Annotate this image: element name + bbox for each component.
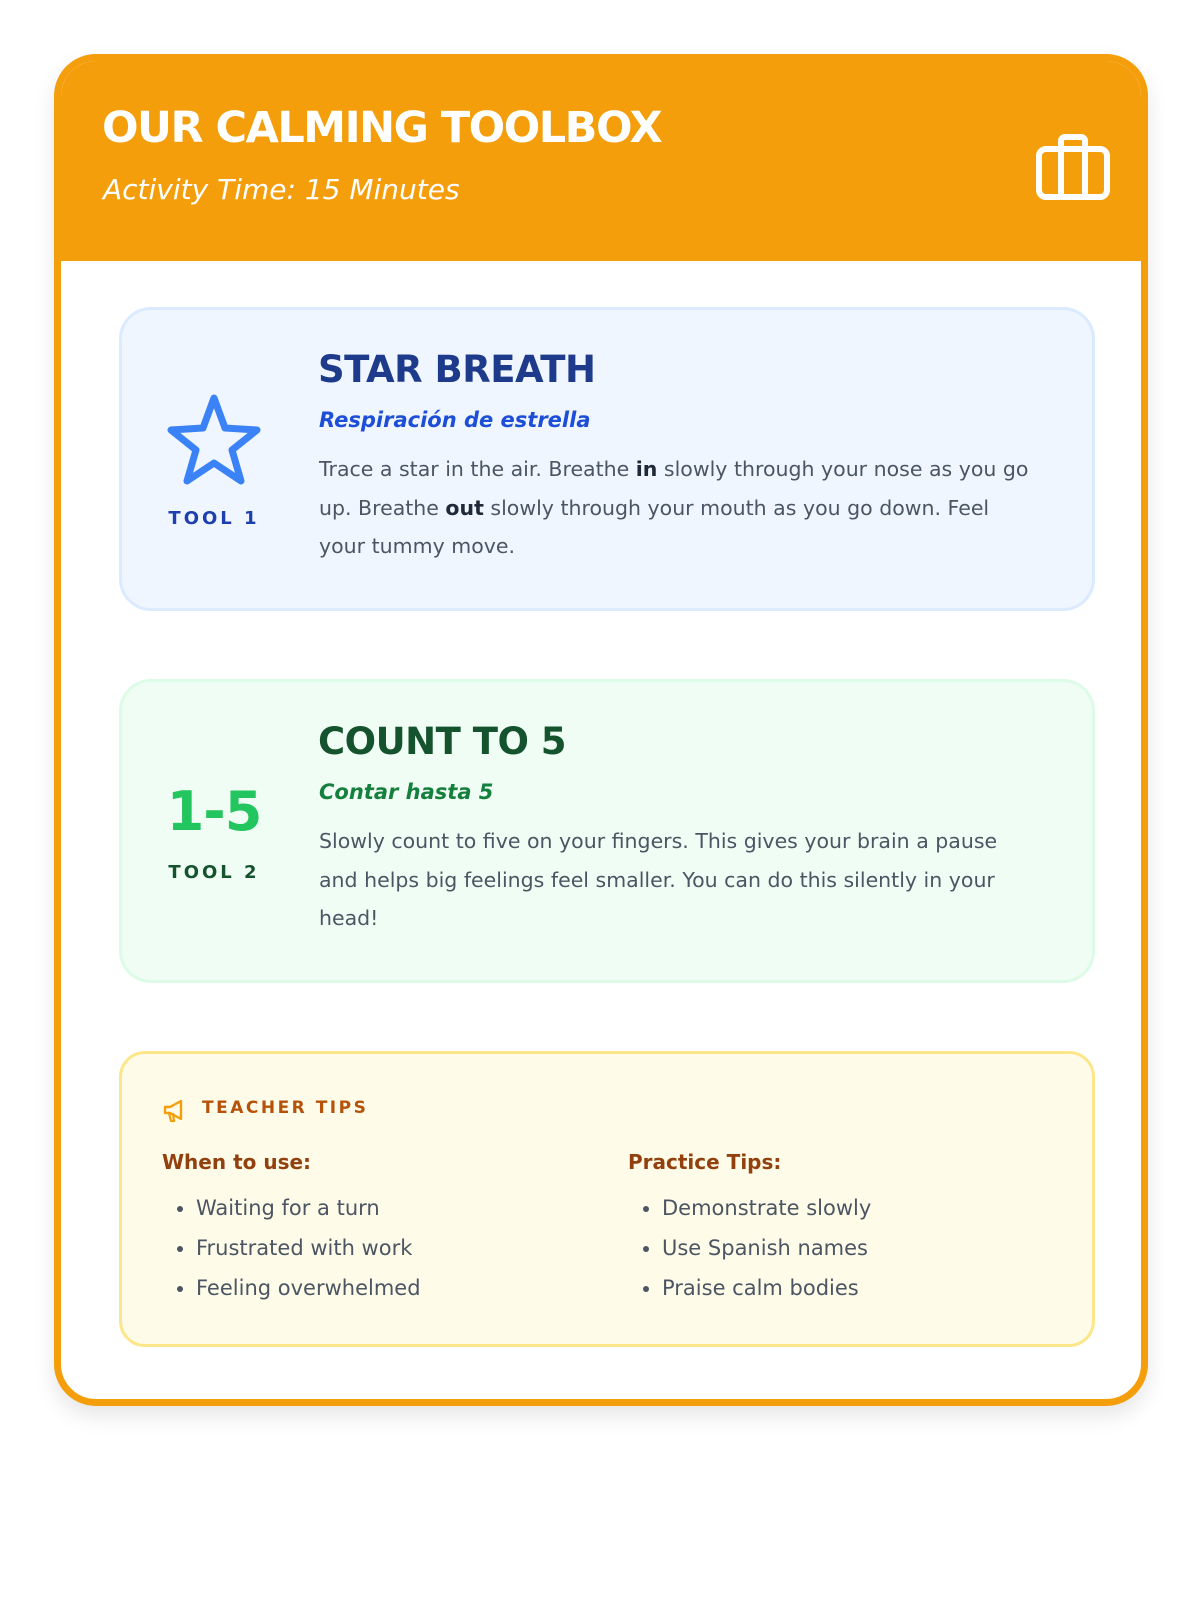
teacher-tips-panel <box>119 1051 1095 1347</box>
list-item: • Frustrated with work <box>196 1228 421 1268</box>
megaphone-icon <box>162 1098 188 1124</box>
tool-spanish-name: Contar hasta 5 <box>319 780 494 804</box>
tool-name: STAR BREATH <box>318 348 596 391</box>
tool-card-star-breath <box>119 307 1095 611</box>
count-numeral: 1-5 <box>166 780 262 843</box>
star-icon <box>164 390 264 490</box>
list-item: • Waiting for a turn <box>196 1188 421 1228</box>
description-text: Trace a star in the air. Breathe <box>319 457 636 481</box>
practice-tips-list <box>628 1188 871 1308</box>
list-item: • Demonstrate slowly <box>662 1188 871 1228</box>
list-item: • Use Spanish names <box>662 1228 871 1268</box>
tool-number: TOOL 2 <box>168 862 260 883</box>
toolbox-card <box>54 54 1148 1406</box>
tool-description <box>319 450 1039 566</box>
page-title: OUR CALMING TOOLBOX <box>102 103 662 153</box>
practice-tips-heading: Practice Tips: <box>628 1150 782 1174</box>
when-to-use-list <box>162 1188 421 1308</box>
tool-number: TOOL 1 <box>168 508 260 529</box>
description-text: slowly through your nose as you go up. Breathe <box>319 457 1029 520</box>
when-to-use-column <box>162 1150 421 1308</box>
tool-name: COUNT TO 5 <box>318 720 567 763</box>
teacher-tips-title: TEACHER TIPS <box>202 1098 369 1118</box>
activity-time: Activity Time: 15 Minutes <box>103 173 460 206</box>
practice-tips-column <box>628 1150 871 1308</box>
tool-description <box>319 822 1039 938</box>
when-to-use-heading: When to use: <box>162 1150 312 1174</box>
card-header <box>61 61 1141 261</box>
list-item: • Feeling overwhelmed <box>196 1268 421 1308</box>
description-text: slowly through your mouth as you go down. Feel your tummy move. <box>319 495 990 558</box>
toolbox-icon <box>1035 129 1111 205</box>
tool-spanish-name: Respiración de estrella <box>319 408 591 432</box>
emphasis-text: in <box>635 457 658 481</box>
emphasis-text: out <box>445 495 484 520</box>
tool-card-count-to-5 <box>119 679 1095 983</box>
description-text: Slowly count to five on your fingers. This gives your brain a pause and helps big feelings feel smaller. You can do this silently in your head! <box>319 829 998 930</box>
list-item: • Praise calm bodies <box>662 1268 871 1308</box>
